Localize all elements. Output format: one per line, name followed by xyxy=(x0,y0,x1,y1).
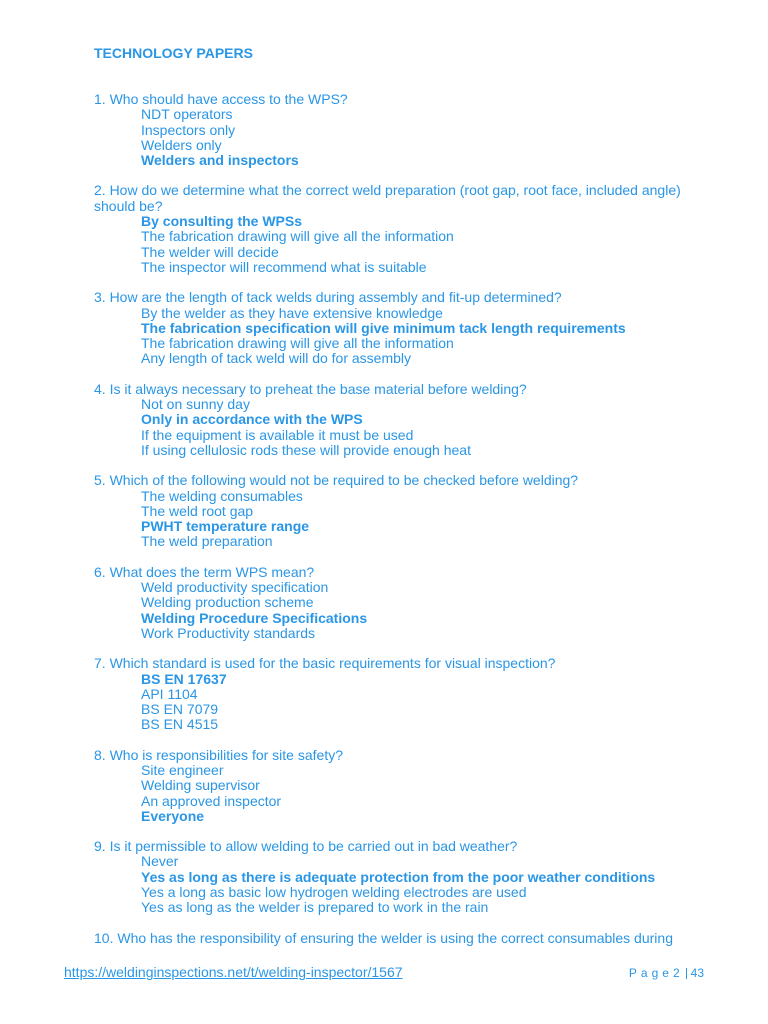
page-number xyxy=(629,966,704,980)
current-page-number: 2 xyxy=(672,966,680,980)
question-block xyxy=(94,656,704,732)
question-text: 5. Which of the following would not be required to be checked before welding? xyxy=(94,472,579,489)
answer-option: If using cellulosic rods these will provide enough heat xyxy=(141,441,471,458)
answer-option: The inspector will recommend what is suitable xyxy=(141,258,427,275)
answer-list xyxy=(94,489,704,550)
answer-option: Work Productivity standards xyxy=(141,624,316,641)
answer-option: The weld preparation xyxy=(141,533,273,550)
answer-list xyxy=(94,107,704,168)
answer-option: Welders only xyxy=(141,136,222,153)
question-text: 10. Who has the responsibility of ensuring the welder is using the correct consumables during xyxy=(94,929,673,946)
answer-option: The welding consumables xyxy=(141,487,303,504)
answer-option: NDT operators xyxy=(141,106,233,123)
answer-option: Yes a long as basic low hydrogen welding electrodes are used xyxy=(141,884,527,901)
total-pages: 43 xyxy=(690,966,704,980)
page-label: Page xyxy=(628,966,673,980)
correct-answer: Yes as long as there is adequate protection from the poor weather conditions xyxy=(141,868,656,885)
answer-option: By the welder as they have extensive knowledge xyxy=(141,304,443,321)
answer-list xyxy=(94,763,704,824)
question-block xyxy=(94,839,704,915)
answer-option: The fabrication drawing will give all the information xyxy=(141,335,454,352)
answer-option: Yes as long as the welder is prepared to work in the rain xyxy=(141,899,489,916)
answer-option: Not on sunny day xyxy=(141,396,250,413)
question-text: 6. What does the term WPS mean? xyxy=(94,563,315,580)
answer-option: API 1104 xyxy=(141,685,198,702)
answer-option: Welding supervisor xyxy=(141,777,260,794)
answer-list xyxy=(94,397,704,458)
answer-option: BS EN 4515 xyxy=(141,716,219,733)
answer-list xyxy=(94,306,704,367)
correct-answer: Everyone xyxy=(141,807,205,824)
question-block xyxy=(94,931,704,946)
answer-option: Never xyxy=(141,853,179,870)
answer-list xyxy=(94,854,704,915)
answer-list xyxy=(94,580,704,641)
answer-option: The weld root gap xyxy=(141,502,254,519)
answer-option: Site engineer xyxy=(141,761,224,778)
answer-option: Weld productivity specification xyxy=(141,579,329,596)
question-block xyxy=(94,290,704,366)
answer-option: An approved inspector xyxy=(141,792,282,809)
source-link[interactable]: https://weldinginspections.net/t/welding-inspector/1567 xyxy=(64,964,403,980)
question-block xyxy=(94,92,704,168)
question-block xyxy=(94,473,704,549)
question-text: 4. Is it always necessary to preheat the base material before welding? xyxy=(94,380,527,397)
question-text: 7. Which standard is used for the basic requirements for visual inspection? xyxy=(94,655,556,672)
question-text: 1. Who should have access to the WPS? xyxy=(94,91,348,107)
correct-answer: PWHT temperature range xyxy=(141,518,310,535)
question-text: 3. How are the length of tack welds during assembly and fit-up determined? xyxy=(94,289,562,306)
correct-answer: Welding Procedure Specifications xyxy=(141,609,368,626)
answer-list xyxy=(94,214,704,275)
answer-list xyxy=(94,672,704,733)
question-list xyxy=(94,92,704,961)
question-block xyxy=(94,748,704,824)
correct-answer: Only in accordance with the WPS xyxy=(141,411,363,428)
question-text: 2. How do we determine what the correct weld preparation (root gap, root face, included angle) should be? xyxy=(94,182,681,214)
question-text: 8. Who is responsibilities for site safety? xyxy=(94,746,343,763)
question-block xyxy=(94,183,704,275)
correct-answer: Welders and inspectors xyxy=(141,152,299,169)
answer-option: Any length of tack weld will do for assembly xyxy=(141,350,412,367)
answer-option: The welder will decide xyxy=(141,243,279,260)
answer-option: Welding production scheme xyxy=(141,594,314,611)
question-block xyxy=(94,565,704,641)
answer-option: Inspectors only xyxy=(141,121,236,138)
answer-option: The fabrication drawing will give all the information xyxy=(141,228,454,245)
question-block xyxy=(94,382,704,458)
answer-option: BS EN 7079 xyxy=(141,701,219,718)
correct-answer: By consulting the WPSs xyxy=(141,213,303,230)
correct-answer: The fabrication specification will give minimum tack length requirements xyxy=(141,319,626,336)
page-separator xyxy=(686,968,687,979)
document-title: TECHNOLOGY PAPERS xyxy=(94,45,253,61)
question-text: 9. Is it permissible to allow welding to be carried out in bad weather? xyxy=(94,838,518,855)
answer-option: If the equipment is available it must be used xyxy=(141,426,414,443)
correct-answer: BS EN 17637 xyxy=(141,670,227,687)
